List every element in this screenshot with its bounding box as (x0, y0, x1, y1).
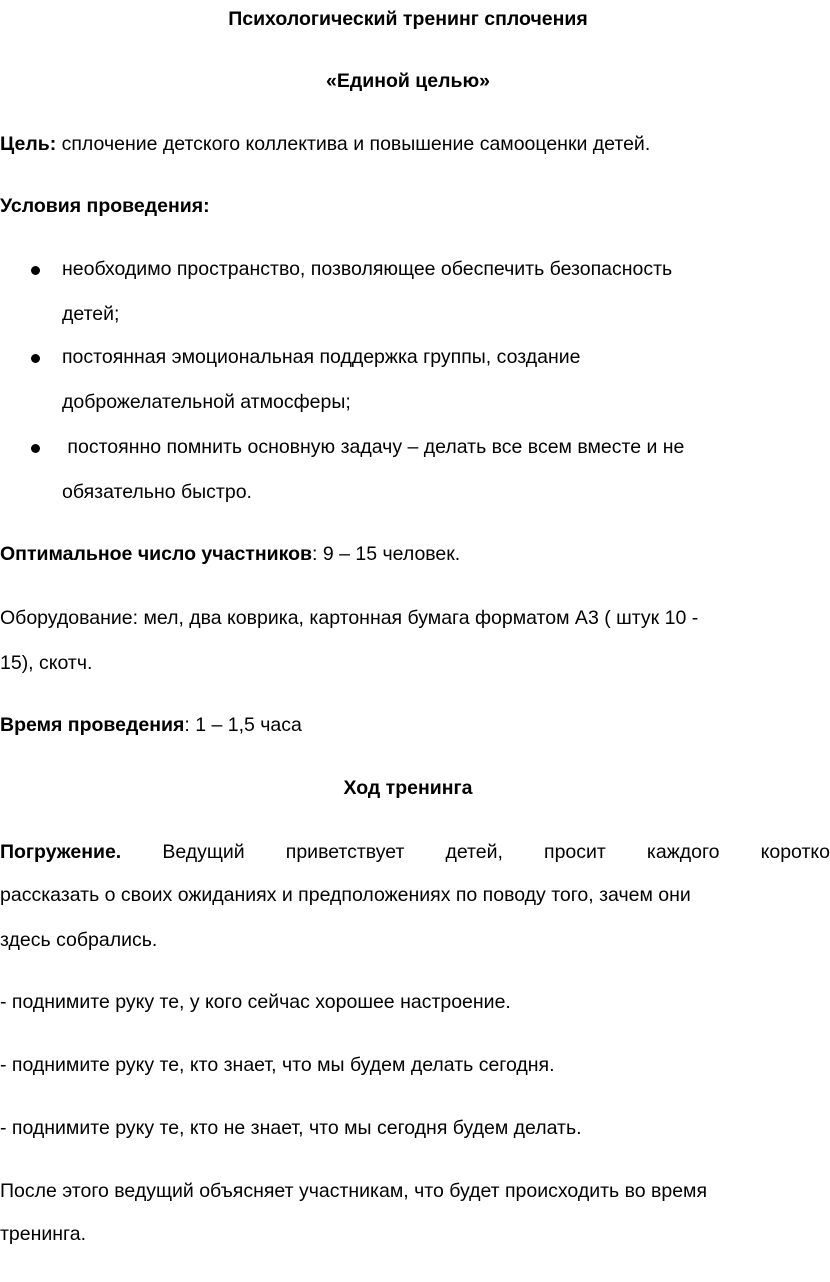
bullet-icon (31, 354, 40, 363)
condition-2-line-2: доброжелательной атмосферы; (62, 391, 351, 413)
title-line-2: «Единой целью» (325, 70, 491, 92)
conditions-heading: Условия проведения: (0, 195, 210, 217)
closing-line-2: тренинга. (0, 1223, 86, 1245)
goal-paragraph (0, 133, 650, 155)
participants-label: Оптимальное число участников (0, 543, 313, 565)
participants-value: : 9 – 15 человек. (312, 543, 461, 565)
goal-text: сплочение детского коллектива и повышение самооценки детей. (56, 133, 651, 155)
goal-label: Цель: (0, 133, 57, 155)
closing-line-1: После этого ведущий объясняет участникам, что будет происходить во время (0, 1180, 708, 1202)
prompt-2: - поднимите руку те, кто знает, что мы будем делать сегодня. (0, 1054, 555, 1076)
immersion-word: приветствует (285, 841, 405, 863)
immersion-word: Ведущий (162, 841, 245, 863)
participants-paragraph (0, 543, 460, 565)
immersion-word: просит (544, 841, 606, 863)
immersion-word: каждого (646, 841, 720, 863)
condition-3-line-1: постоянно помнить основную задачу – делать все всем вместе и не (62, 436, 685, 458)
equipment-line-2: 15), скотч. (0, 652, 93, 674)
duration-paragraph (0, 714, 302, 736)
duration-label: Время проведения (0, 714, 185, 736)
immersion-label: Погружение. (0, 841, 122, 863)
condition-1-line-2: детей; (62, 303, 120, 325)
prompt-1: - поднимите руку те, у кого сейчас хорошее настроение. (0, 991, 511, 1013)
equipment-line-1: Оборудование: мел, два коврика, картонная бумага форматом А3 ( штук 10 - (0, 607, 699, 629)
condition-2-line-1: постоянная эмоциональная поддержка группы, создание (62, 346, 581, 368)
duration-value: : 1 – 1,5 часа (184, 714, 302, 736)
bullet-icon (31, 266, 40, 275)
bullet-icon (31, 444, 40, 453)
immersion-word: коротко (760, 841, 830, 863)
title-line-1: Психологический тренинг сплочения (228, 8, 588, 30)
condition-3-line-2: обязательно быстро. (62, 481, 252, 503)
section-heading: Ход тренинга (343, 777, 473, 799)
immersion-line-3: здесь собрались. (0, 929, 158, 951)
immersion-line-1 (0, 841, 830, 863)
immersion-line-2: рассказать о своих ожиданиях и предположениях по поводу того, зачем они (0, 884, 691, 906)
condition-1-line-1: необходимо пространство, позволяющее обеспечить безопасность (62, 258, 673, 280)
immersion-word: детей, (445, 841, 503, 863)
prompt-3: - поднимите руку те, кто не знает, что мы сегодня будем делать. (0, 1117, 582, 1139)
